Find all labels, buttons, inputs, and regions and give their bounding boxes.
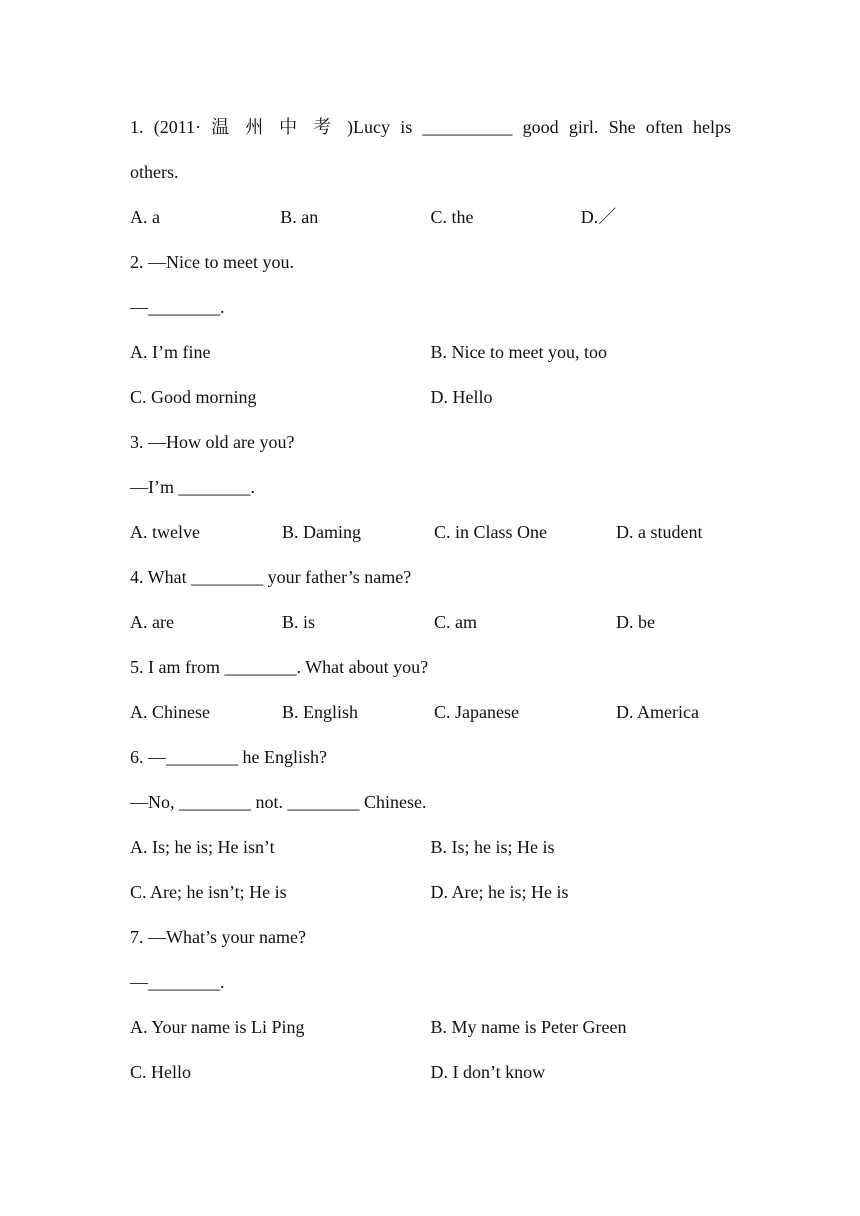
option-b: B. Nice to meet you, too	[430, 342, 607, 362]
option-b: B. Daming	[282, 522, 361, 542]
option-d: D. I don’t know	[430, 1062, 546, 1082]
option-c: C. in Class One	[434, 522, 548, 542]
question-2-stem-line-2: —________.	[130, 297, 225, 317]
option-d: D. Are; he is; He is	[430, 882, 569, 902]
option-c: C. am	[434, 612, 477, 632]
option-d: D. be	[616, 612, 655, 632]
question-1-stem-line-2: others.	[130, 162, 179, 182]
question-7-options-row-1	[130, 1005, 731, 1050]
option-a: A. are	[130, 612, 174, 632]
option-a: A. twelve	[130, 522, 200, 542]
question-2-stem-line-1: 2. —Nice to meet you.	[130, 252, 294, 272]
option-a: A. Your name is Li Ping	[130, 1017, 305, 1037]
option-c: C. Good morning	[130, 387, 257, 407]
question-7-stem-line-2: —________.	[130, 972, 225, 992]
option-a: A. Is; he is; He isn’t	[130, 837, 275, 857]
question-6-options-row-2	[130, 870, 731, 915]
option-b: B. Is; he is; He is	[430, 837, 555, 857]
question-1-stem-line-1: 1. (2011· 温 州 中 考 )Lucy is __________ good girl. She often helps	[130, 117, 731, 137]
question-7-options-row-2	[130, 1050, 731, 1095]
question-3-stem-line-2: —I’m ________.	[130, 477, 255, 497]
question-6-options-row-1	[130, 825, 731, 870]
question-5-stem: 5. I am from ________. What about you?	[130, 657, 429, 677]
question-4-options	[130, 600, 731, 645]
question-1-options	[130, 195, 731, 240]
option-a: A. Chinese	[130, 702, 210, 722]
option-b: B. is	[282, 612, 316, 632]
option-b: B. My name is Peter Green	[430, 1017, 627, 1037]
question-3-options	[130, 510, 731, 555]
option-a: A. a	[130, 207, 160, 227]
question-6-stem-line-2: —No, ________ not. ________ Chinese.	[130, 792, 427, 812]
option-c: C. Japanese	[434, 702, 519, 722]
question-3-stem-line-1: 3. —How old are you?	[130, 432, 295, 452]
question-3	[130, 420, 731, 555]
question-2	[130, 240, 731, 420]
question-2-options-row-1	[130, 330, 731, 375]
question-5-options	[130, 690, 731, 735]
question-2-options-row-2	[130, 375, 731, 420]
question-1	[130, 105, 731, 240]
option-c: C. Hello	[130, 1062, 191, 1082]
question-4-stem: 4. What ________ your father’s name?	[130, 567, 412, 587]
question-7-stem-line-1: 7. —What’s your name?	[130, 927, 306, 947]
option-d: D. a student	[616, 522, 703, 542]
option-a: A. I’m fine	[130, 342, 211, 362]
option-b: B. English	[282, 702, 359, 722]
question-4	[130, 555, 731, 645]
question-7	[130, 915, 731, 1095]
option-c: C. Are; he isn’t; He is	[130, 882, 287, 902]
option-d: D.／	[580, 207, 617, 227]
option-c: C. the	[430, 207, 474, 227]
question-5	[130, 645, 731, 735]
question-6	[130, 735, 731, 915]
question-6-stem-line-1: 6. —________ he English?	[130, 747, 327, 767]
option-d: D. America	[616, 702, 699, 722]
option-b: B. an	[280, 207, 319, 227]
question-sheet	[130, 105, 731, 1095]
option-d: D. Hello	[430, 387, 493, 407]
